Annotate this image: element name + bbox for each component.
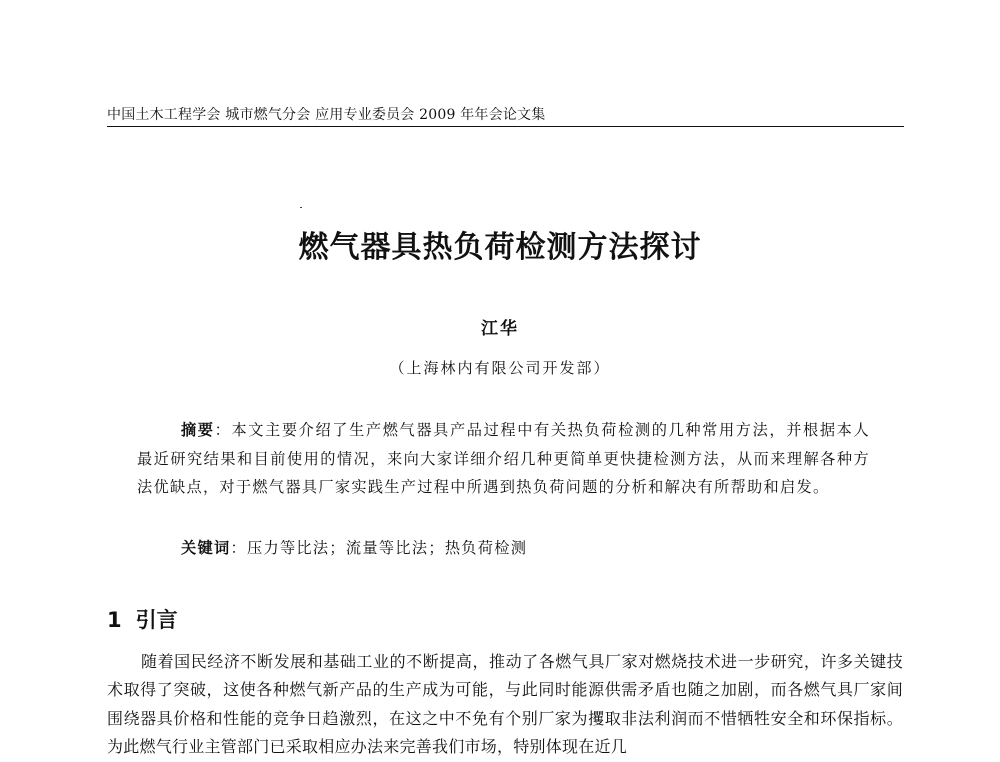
keywords	[181, 537, 527, 558]
keywords-label: 关键词	[181, 539, 231, 557]
abstract-text: 本文主要介绍了生产燃气器具产品过程中有关热负荷检测的几种常用方法，并根据本人最近研究结果和目前使用的情况，来向大家详细介绍几种更简单更快捷检测方法，从而来理解各种方法优缺点，对于燃气器具厂家实践生产过程中所遇到热负荷问题的分析和解决有所帮助和启发。	[137, 421, 870, 496]
keywords-separator: ：	[230, 539, 247, 557]
abstract-label: 摘要	[181, 421, 215, 439]
running-header	[107, 104, 904, 130]
intro-paragraph: 随着国民经济不断发展和基础工业的不断提高，推动了各燃气具厂家对燃烧技术进一步研究，许多关键技术取得了突破，这使各种燃气新产品的生产成为可能，与此同时能源供需矛盾也随之加剧，而各燃气具厂家间围绕器具价格和性能的竞争日趋激烈，在这之中不免有个别厂家为攫取非法利润而不惜牺牲安全和环保指标。为此燃气行业主管部门已采取相应办法来完善我们市场，特别体现在近几	[107, 652, 903, 757]
keywords-text: 压力等比法；流量等比法；热负荷检测	[246, 539, 528, 557]
abstract	[137, 416, 870, 502]
author-affiliation: （上海林内有限公司开发部）	[389, 359, 611, 377]
section-heading	[107, 604, 178, 634]
running-header-text: 中国土木工程学会 城市燃气分会 应用专业委员会 2009 年年会论文集	[107, 107, 546, 123]
header-rule	[107, 126, 904, 127]
scan-speck	[300, 207, 302, 208]
abstract-separator: ：	[214, 421, 232, 439]
paper-title: 燃气器具热负荷检测方法探讨	[298, 230, 702, 265]
section-title: 引言	[135, 608, 178, 632]
author-name: 江华	[481, 319, 519, 339]
section-number: 1	[107, 608, 122, 632]
